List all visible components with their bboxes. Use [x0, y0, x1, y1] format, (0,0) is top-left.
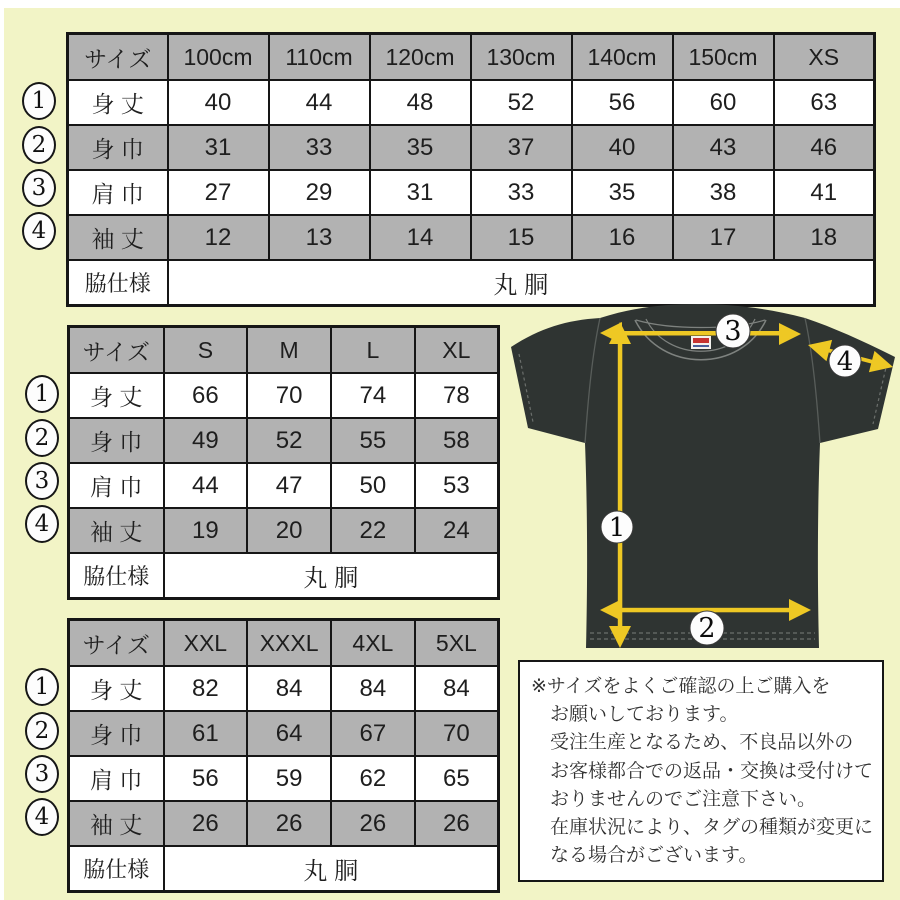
row-marker-1 — [22, 82, 56, 120]
marker-digit: 4 — [31, 218, 47, 244]
marker-digit: 1 — [34, 381, 50, 407]
measurement-value: 60 — [673, 80, 774, 125]
measurement-value: 24 — [415, 508, 499, 553]
measurement-row — [69, 666, 499, 711]
diagram-marker-4 — [829, 345, 861, 377]
measurement-value: 49 — [164, 418, 248, 463]
measurement-value: 74 — [331, 373, 415, 418]
measurement-value: 35 — [370, 125, 471, 170]
measurement-row — [68, 125, 875, 170]
measurement-label: 袖 丈 — [69, 508, 164, 553]
row-marker-4 — [25, 798, 59, 836]
size-column-header: 110cm — [269, 34, 370, 81]
size-column-header: XL — [415, 327, 499, 374]
measurement-row — [68, 215, 875, 260]
marker-digit: 4 — [34, 511, 50, 537]
measurement-value: 31 — [168, 125, 269, 170]
measurement-row — [68, 80, 875, 125]
measurement-label: 肩 巾 — [69, 756, 164, 801]
size-table-adult — [67, 325, 500, 600]
measurement-value: 20 — [247, 508, 331, 553]
measurement-value: 38 — [673, 170, 774, 215]
measurement-row — [69, 463, 499, 508]
measurement-value: 59 — [247, 756, 331, 801]
measurement-label: 身 巾 — [69, 711, 164, 756]
measurement-value: 41 — [774, 170, 875, 215]
measurement-label: 肩 巾 — [69, 463, 164, 508]
spec-value: 丸 胴 — [164, 553, 499, 599]
notice-line: 受注生産となるため、不良品以外の — [550, 732, 854, 754]
measurement-value: 16 — [572, 215, 673, 260]
measurement-value: 27 — [168, 170, 269, 215]
measurement-value: 15 — [471, 215, 572, 260]
measurement-value: 67 — [331, 711, 415, 756]
size-column-header: 140cm — [572, 34, 673, 81]
measurement-value: 66 — [164, 373, 248, 418]
measurement-value: 50 — [331, 463, 415, 508]
measurement-value: 53 — [415, 463, 499, 508]
measurement-value: 44 — [164, 463, 248, 508]
measurement-value: 26 — [164, 801, 248, 846]
spec-row — [69, 846, 499, 892]
size-column-header: 120cm — [370, 34, 471, 81]
measurement-value: 17 — [673, 215, 774, 260]
brand-tag — [691, 336, 711, 349]
marker-digit: 2 — [698, 613, 716, 644]
measurement-row — [69, 508, 499, 553]
measurement-value: 58 — [415, 418, 499, 463]
measurement-value: 26 — [247, 801, 331, 846]
measurement-value: 56 — [164, 756, 248, 801]
marker-digit: 3 — [34, 468, 50, 494]
measurement-value: 47 — [247, 463, 331, 508]
measurement-value: 33 — [269, 125, 370, 170]
measurement-value: 84 — [331, 666, 415, 711]
marker-digit: 3 — [31, 175, 47, 201]
marker-digit: 1 — [31, 88, 47, 114]
measurement-value: 70 — [415, 711, 499, 756]
measurement-value: 62 — [331, 756, 415, 801]
marker-digit: 3 — [34, 761, 50, 787]
row-marker-3 — [25, 755, 59, 793]
measurement-value: 55 — [331, 418, 415, 463]
measurement-row — [69, 756, 499, 801]
header-row — [69, 327, 499, 374]
measurement-label: 身 丈 — [68, 80, 168, 125]
spec-label: 脇仕様 — [69, 553, 164, 599]
size-column-header: XXXL — [247, 620, 331, 667]
measurement-row — [68, 170, 875, 215]
row-marker-3 — [22, 169, 56, 207]
notice-line: 在庫状況により、タグの種類が変更に — [550, 817, 874, 839]
marker-digit: 2 — [34, 718, 50, 744]
size-column-header: サイズ — [69, 620, 164, 667]
tshirt-measurement-diagram — [495, 300, 900, 660]
notice-line: ※サイズをよくご確認の上ご購入を — [531, 676, 831, 697]
measurement-value: 35 — [572, 170, 673, 215]
measurement-value: 19 — [164, 508, 248, 553]
row-marker-1 — [25, 668, 59, 706]
size-column-header: L — [331, 327, 415, 374]
measurement-row — [69, 801, 499, 846]
measurement-value: 61 — [164, 711, 248, 756]
size-table-big — [67, 618, 500, 893]
marker-digit: 3 — [724, 316, 742, 347]
size-column-header: M — [247, 327, 331, 374]
header-row — [68, 34, 875, 81]
marker-digit: 1 — [34, 674, 50, 700]
marker-digit: 1 — [608, 513, 626, 543]
measurement-value: 18 — [774, 215, 875, 260]
measurement-label: 肩 巾 — [68, 170, 168, 215]
measurement-label: 袖 丈 — [69, 801, 164, 846]
measurement-value: 14 — [370, 215, 471, 260]
size-column-header: 4XL — [331, 620, 415, 667]
diagram-marker-2 — [690, 611, 724, 645]
marker-digit: 4 — [836, 347, 854, 377]
marker-digit: 2 — [31, 132, 47, 158]
row-marker-4 — [25, 505, 59, 543]
measurement-value: 40 — [572, 125, 673, 170]
measurement-label: 身 丈 — [69, 373, 164, 418]
size-column-header: 150cm — [673, 34, 774, 81]
measurement-value: 26 — [331, 801, 415, 846]
spec-label: 脇仕様 — [68, 260, 168, 306]
spec-label: 脇仕様 — [69, 846, 164, 892]
marker-digit: 2 — [34, 425, 50, 451]
notice-line: お願いしております。 — [550, 704, 739, 726]
measurement-value: 84 — [247, 666, 331, 711]
row-marker-2 — [22, 126, 56, 164]
size-column-header: サイズ — [69, 327, 164, 374]
size-table-kids — [66, 32, 876, 307]
row-marker-2 — [25, 712, 59, 750]
size-column-header: S — [164, 327, 248, 374]
measurement-row — [69, 418, 499, 463]
measurement-value: 82 — [164, 666, 248, 711]
measurement-value: 22 — [331, 508, 415, 553]
measurement-value: 12 — [168, 215, 269, 260]
notice-line: お客様都合での返品・交換は受付けて — [550, 760, 874, 782]
spec-row — [68, 260, 875, 306]
measurement-value: 37 — [471, 125, 572, 170]
measurement-value: 84 — [415, 666, 499, 711]
spec-value: 丸 胴 — [168, 260, 875, 306]
row-marker-1 — [25, 375, 59, 413]
measurement-label: 身 巾 — [69, 418, 164, 463]
diagram-marker-3 — [716, 314, 750, 348]
measurement-value: 29 — [269, 170, 370, 215]
measurement-value: 63 — [774, 80, 875, 125]
measurement-value: 46 — [774, 125, 875, 170]
header-row — [69, 620, 499, 667]
spec-row — [69, 553, 499, 599]
marker-digit: 4 — [34, 804, 50, 830]
size-column-header: 100cm — [168, 34, 269, 81]
measurement-value: 48 — [370, 80, 471, 125]
measurement-value: 43 — [673, 125, 774, 170]
row-marker-3 — [25, 462, 59, 500]
measurement-row — [69, 373, 499, 418]
measurement-value: 65 — [415, 756, 499, 801]
size-column-header: 5XL — [415, 620, 499, 667]
measurement-label: 袖 丈 — [68, 215, 168, 260]
measurement-value: 52 — [247, 418, 331, 463]
measurement-value: 52 — [471, 80, 572, 125]
measurement-label: 身 丈 — [69, 666, 164, 711]
size-column-header: XS — [774, 34, 875, 81]
measurement-value: 56 — [572, 80, 673, 125]
measurement-value: 64 — [247, 711, 331, 756]
measurement-value: 78 — [415, 373, 499, 418]
spec-value: 丸 胴 — [164, 846, 499, 892]
row-marker-4 — [22, 212, 56, 250]
measurement-value: 33 — [471, 170, 572, 215]
measurement-value: 40 — [168, 80, 269, 125]
size-column-header: サイズ — [68, 34, 168, 81]
notice-line: おりませんのでご注意下さい。 — [550, 788, 817, 810]
row-marker-2 — [25, 419, 59, 457]
measurement-value: 13 — [269, 215, 370, 260]
notice-line: なる場合がございます。 — [550, 845, 758, 867]
purchase-notice-box — [518, 660, 884, 882]
measurement-value: 31 — [370, 170, 471, 215]
measurement-row — [69, 711, 499, 756]
measurement-label: 身 巾 — [68, 125, 168, 170]
size-column-header: XXL — [164, 620, 248, 667]
measurement-value: 70 — [247, 373, 331, 418]
measurement-value: 44 — [269, 80, 370, 125]
diagram-marker-1 — [601, 511, 633, 543]
size-column-header: 130cm — [471, 34, 572, 81]
measurement-value: 26 — [415, 801, 499, 846]
